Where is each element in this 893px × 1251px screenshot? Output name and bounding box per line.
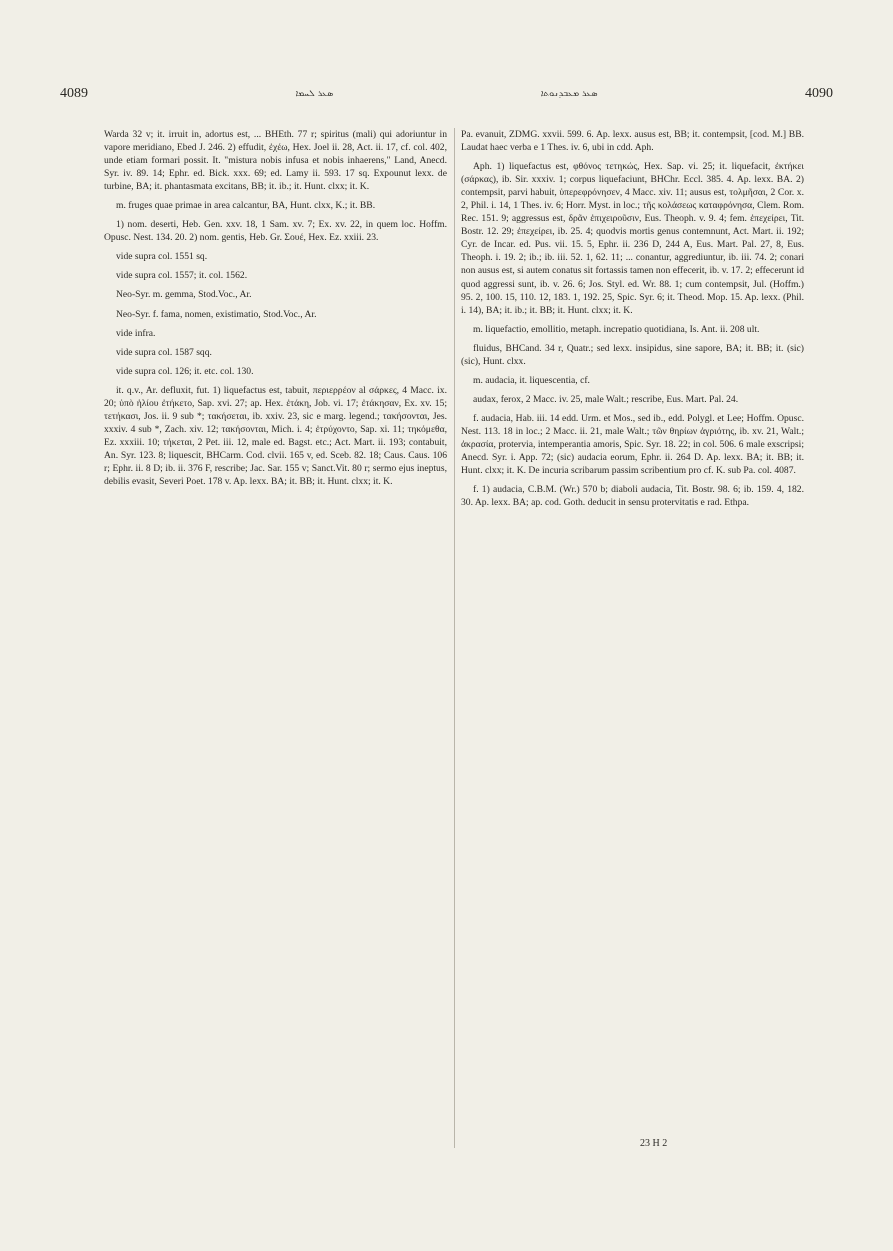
page-header xyxy=(60,80,833,108)
dictionary-entry: vide supra col. 1557; it. col. 1562. xyxy=(116,270,248,282)
left-running-head: ܣܥܪ ܠܚܡܐ xyxy=(295,89,334,99)
text-columns xyxy=(104,128,804,1183)
dictionary-entry: vide supra col. 1551 sq. xyxy=(116,251,208,263)
dictionary-entry: it. q.v., Ar. defluxit, fut. 1) liquefactus est, tabuit, περιερρέον al σάρκες, 4 Macc. ix. 20; ὑπὸ ἡλίου ἐτήκετο, Sap. xvi. 27; ap. Hex. ἐτάκη, Job. vi. 17; ἐτάκησαν, Ex. xv. 15; τετήκασι, Jos. ii. 9 sub *; τακήσεται, ib. xxiv. 23, sic e marg. legend.; τακήσονται, Jes. xxxiv. 4 sub *, Zach. xiv. 12; τακήσονται, Mich. i. 4; ἐτρύχοντο, Sap. xi. 11; τηκόμεθα, Ez. xxxiii. 10; τήκεται, 2 Pet. iii. 12, male ed. Bagst. etc.; Act. Mart. ii. 193; contabuit, An. Syr. 123. 8; liquescit, BHCarm. Cod. clvii. 165 v, ed. Sceb. 82. 18; Caus. Caus. 106 r; Ephr. ii. 8 D; ib. ii. 376 F, rescribe; Jac. Sar. 155 v; Sanct.Vit. 80 r; sermo ejus ineptus, debilis evasit, Severi Poet. 178 v. Ap. lexx. BA; it. BB; it. Hunt. clxx; it. K. xyxy=(104,384,447,488)
dictionary-entry: Warda 32 v; it. irruit in, adortus est, ... BHEth. 77 r; spiritus (mali) qui adoriuntur in vapore meridiano, Ebed J. 246. 2) effudit, ἐχέω, Hex. Joel ii. 28, Act. ii. 17, cf. col. 402, unde etiam formari possit. It. "mistura nobis infusa et nobis inhaerens," Land, Anecd. Syr. iv. 89. 14; Ephr. ed. Bick. xxx. 69; ed. Lamy ii. 593. 17 sq. Expounut lexx. de turbine, BA; it. phantasmata excitans, BB; it. ib.; it. Hunt. clxx; it. K. xyxy=(104,129,447,193)
dictionary-entry: 1) nom. deserti, Heb. Gen. xxv. 18, 1 Sam. xv. 7; Ex. xv. 22, in quem loc. Hoffm. Opusc. Nest. 134. 20. 2) nom. gentis, Heb. Gr. Σουέ, Hex. Ez. xxiii. 23. xyxy=(104,219,447,244)
dictionary-entry: m. fruges quae primae in area calcantur, BA, Hunt. clxx, K.; it. BB. xyxy=(116,200,376,212)
dictionary-entry: vide supra col. 126; it. etc. col. 130. xyxy=(116,365,254,377)
dictionary-entry: Neo-Syr. m. gemma, Stod.Voc., Ar. xyxy=(116,289,252,301)
dictionary-entry: audax, ferox, 2 Macc. iv. 25, male Walt.; rescribe, Eus. Mart. Pal. 24. xyxy=(473,393,739,405)
right-running-head: ܣܥܪ ܡܥܒܕܢܘܬܐ xyxy=(540,89,598,99)
dictionary-entry: fluidus, BHCand. 34 r, Quatr.; sed lexx. insipidus, sine sapore, BA; it. BB; it. (sic) (sic), Hunt. clxx. xyxy=(461,342,804,367)
signature-mark: 23 H 2 xyxy=(640,1138,668,1149)
dictionary-entry: m. liquefactio, emollitio, metaph. increpatio quotidiana, Is. Ant. ii. 208 ult. xyxy=(473,323,760,335)
right-page-number: 4090 xyxy=(804,86,833,101)
dictionary-entry: f. 1) audacia, C.B.M. (Wr.) 570 b; diaboli audacia, Tit. Bostr. 98. 6; ib. 159. 4, 182. 30. Ap. lexx. BA; ap. cod. Goth. deducit in sensu protervitatis e rad. Ethpa. xyxy=(461,484,804,509)
dictionary-entry: Neo-Syr. f. fama, nomen, existimatio, Stod.Voc., Ar. xyxy=(116,308,317,320)
left-column xyxy=(104,128,447,1183)
dictionary-entry: f. audacia, Hab. iii. 14 edd. Urm. et Mos., sed ib., edd. Polygl. et Lee; Hoffm. Opusc. Nest. 113. 18 in loc.; 2 Macc. ii. 21, male Walt.; τῶν θηρίων ἀγριότης, ib. xv. 21, Walt.; ἀκρασία, protervia, intemperantia amoris, Spic. Syr. 18. 22; in col. 506. 6 male exscripsi; Anecd. Syr. i. App. 72; (sic) audacia eorum, Ephr. ii. 264 D. Ap. lexx. BA; it. BB; it. Hunt. clxx; it. K. De incuria scribarum passim scribentium pro cf. K. sub Pa. col. 4087. xyxy=(461,412,804,477)
dictionary-entry: vide supra col. 1587 sqq. xyxy=(116,346,212,358)
left-page-number: 4089 xyxy=(60,86,88,101)
dictionary-entry: Pa. evanuit, ZDMG. xxvii. 599. 6. Ap. lexx. ausus est, BB; it. contempsit, [cod. M.] BB. Laudat haec verba e 1 Thes. iv. 6, ubi in cdd. Aph. xyxy=(461,129,804,154)
dictionary-entry: vide infra. xyxy=(116,327,156,339)
dictionary-entry: Aph. 1) liquefactus est, φθόνος τετηκώς, Hex. Sap. vi. 25; it. liquefacit, ἐκτήκει (σάρκας), ib. Sir. xxxiv. 1; corpus liquefaciunt, BHChr. Eccl. 385. 4. Ap. lexx. BA. 2) contempsit, parvi habuit, ὑπερεφρόνησεν, 4 Macc. xiv. 11; ausus est, τολμῆσαι, 2 Cor. x. 2, Phil. i. 14, 1 Thes. iv. 6; Horr. Myst. in loc.; τῆς κολάσεως καταφρόνησα, Clem. Rom. Rec. 151. 9; aggressus est, δρᾶν ἐπιχειροῦσιν, Eus. Theoph. v. 9. 4; fem. ἐπεχείρει, Tit. Bostr. 12. 29; ἐπεχείρει, ib. 25. 4; quodvis mortis genus contemnunt, Act. Mart. ii. 192; Cyr. de Incar. ed. Pus. vii. 15. 5, Ephr. ii. 236 D, 244 A, Eus. Mart. Pal. 27, 8, Eus. Theoph. i. 19. 2; ib.; ib. iii. 52. 1, 62. 11; ... conantur, aggrediuntur, ib. iii. 74. 2; conari non ausus est, si autem conatus sit fortassis tamen non effecerit, ib. v. 17. 2; effecerunt id quod aggressi sunt, ib. v. 26. 6; Jos. Styl. ed. Wr. 88. 1; cum contempsit, Jul. (Hoffm.) 95. 2, 100. 15, 110. 12, 183. 1, 192. 25, Spic. Syr. 6; it. Theod. Mop. 15. Ap. lexx. (Phil. i. 14), BA; it. ib.; it. BB; it. Hunt. clxx; it. K. xyxy=(461,161,804,316)
right-column xyxy=(461,128,804,1183)
dictionary-entry: m. audacia, it. liquescentia, cf. xyxy=(473,374,590,386)
